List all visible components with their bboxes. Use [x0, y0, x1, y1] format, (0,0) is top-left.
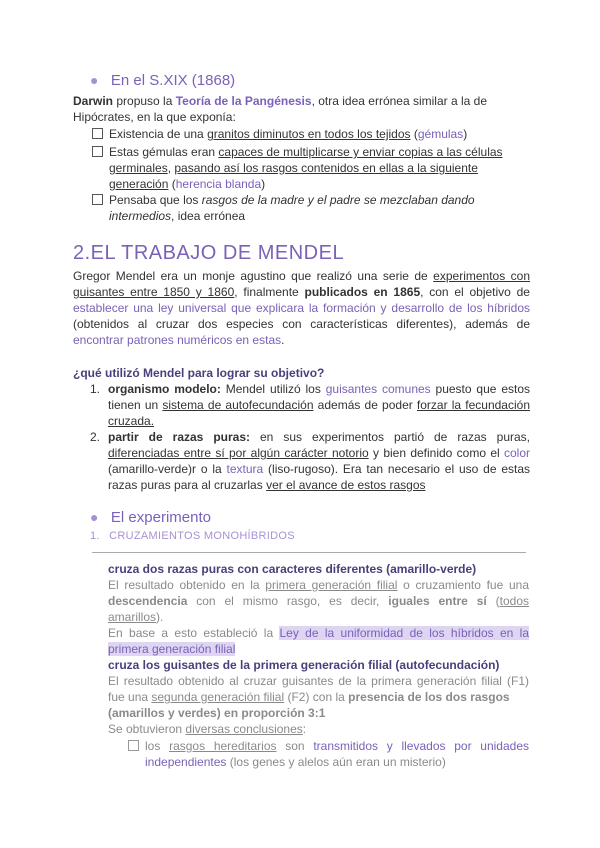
conclusion-item: [128, 738, 529, 770]
intro-text: propuso la: [113, 94, 176, 108]
p-text: El resultado obtenido al cruzar guisantes de la primera generación filial (F1): [108, 674, 529, 688]
p-text: guisantes entre 1850 y 1860: [73, 285, 235, 299]
intro-text: Hipócrates, en la que exponía:: [73, 110, 236, 124]
p-text: publicados en 1865: [304, 285, 421, 299]
list-text: puesto que estos: [430, 382, 531, 396]
item-text: pasando así los rasgos contenidos en ellas a la siguiente: [174, 161, 478, 175]
p-text: presencia de los dos rasgos: [348, 690, 510, 704]
p-text: ).: [156, 610, 164, 624]
list-text: forzar la fecundación: [416, 398, 530, 412]
section1-item: [92, 192, 532, 224]
p-text: primera generación filial: [265, 578, 398, 592]
item-text: generación: [109, 177, 169, 191]
item-text: germinales: [109, 161, 168, 175]
item-text: ): [463, 127, 468, 141]
p-text: encontrar patrones numéricos en estas: [73, 333, 282, 347]
p-text: (amarillos y verdes) en proporción 3:1: [108, 706, 326, 720]
list-number: 2.: [90, 430, 101, 444]
item-text: Existencia de una: [109, 127, 208, 141]
list-text: tienen un: [108, 398, 163, 412]
list-item-2: [90, 429, 530, 493]
item-text: (: [410, 127, 418, 141]
checkbox-icon: [92, 146, 103, 157]
item-text: Pensaba que los: [109, 193, 202, 207]
subsection-heading: [90, 530, 295, 542]
intro-text: , otra idea errónea similar a la de: [311, 94, 488, 108]
section1-item: [92, 126, 532, 142]
item-text: (los genes y alelos aún eran un misterio): [226, 755, 446, 769]
list-text: partir de razas puras:: [108, 430, 250, 444]
divider: [92, 552, 526, 553]
p-text: (obtenidos al cruzar dos especies con características diferentes), además de: [73, 317, 530, 331]
p-text: con el mismo rasgo, es decir,: [187, 594, 389, 608]
p-text: En base a esto estableció la: [108, 626, 280, 640]
theory-name: Teoría de la Pangénesis: [175, 94, 312, 108]
list-text: y bien definido como el: [368, 446, 504, 460]
section1-heading: En el S.XIX (1868): [110, 72, 236, 89]
checkbox-icon: [128, 740, 139, 751]
list-item-1: [90, 381, 530, 429]
item-text: son: [276, 739, 314, 753]
item-text: independientes: [145, 755, 227, 769]
item-text: intermedios: [109, 209, 172, 223]
p-text: segunda generación filial: [151, 690, 285, 704]
section3-heading: El experimento: [110, 509, 211, 526]
p-text: El resultado obtenido en la: [108, 578, 266, 592]
list-number: 1.: [90, 382, 101, 396]
list-text: diferenciadas entre sí por algún carácter notorio: [108, 446, 369, 460]
p-text: , finalmente: [234, 285, 305, 299]
item-text: granitos diminutos en todos los tejidos: [207, 127, 411, 141]
item-text: rasgos de la madre y el padre se mezclaban dando: [201, 193, 475, 207]
bullet-icon: ●: [90, 72, 99, 88]
experiment-paragraph-3: [108, 673, 529, 721]
p-text: descendencia: [108, 594, 188, 608]
list-text: guisantes comunes: [325, 382, 431, 396]
experiment-paragraph-4: [108, 721, 306, 737]
list-text: además de poder: [313, 398, 417, 412]
section1-item: [92, 144, 532, 192]
p-text: (: [486, 594, 500, 608]
p-text: .: [281, 333, 285, 347]
list-text: cruzada.: [108, 414, 155, 428]
section3-heading-row: [90, 509, 211, 527]
item-text: (: [168, 177, 176, 191]
p-text: o cruzamiento fue una: [397, 578, 529, 592]
item-text: , idea errónea: [171, 209, 246, 223]
experiment-heading-1: cruza dos razas puras con caracteres diferentes (amarillo-verde): [108, 562, 477, 576]
item-text: transmitidos y llevados por unidades: [313, 739, 529, 753]
p-text: Gregor Mendel era un monje agustino que realizó una serie de: [73, 269, 434, 283]
p-text: (F2) con la: [284, 690, 349, 704]
sub-heading-text: CRUZAMIENTOS MONOHÍBRIDOS: [109, 530, 295, 542]
p-text: Se obtuvieron: [108, 722, 186, 736]
item-text: capaces de multiplicarse y enviar copias a las células: [218, 145, 503, 159]
p-text: , con el objetivo de: [420, 285, 530, 299]
list-text: (amarillo-verde)r o la: [108, 462, 227, 476]
list-text: color: [503, 446, 530, 460]
item-text: Estas gémulas eran: [109, 145, 219, 159]
section2-paragraph: [73, 268, 530, 348]
p-text: establecer una ley universal que explicara la formación y desarrollo de los híbridos: [73, 301, 530, 315]
experiment-paragraph-2: [108, 625, 529, 657]
item-text: ): [261, 177, 266, 191]
item-text: gémulas: [417, 127, 464, 141]
section1-heading-row: [90, 72, 235, 90]
list-text: ver el avance de estos rasgos: [266, 478, 426, 492]
p-text: experimentos con: [433, 269, 531, 283]
item-text: los: [145, 739, 170, 753]
p-text: diversas conclusiones: [185, 722, 303, 736]
p-text: amarillos: [108, 610, 157, 624]
p-text: :: [302, 722, 307, 736]
sub-number: 1.: [90, 530, 100, 542]
p-text: todos: [499, 594, 529, 608]
list-text: razas puras para al cruzarlas: [108, 478, 267, 492]
list-text: en sus experimentos partió de razas puras,: [250, 430, 530, 444]
highlight-text: primera generación filial: [108, 642, 236, 656]
list-text: (liso-rugoso). Era tan necesario el uso de estas: [263, 462, 531, 476]
highlight-text: Ley de la uniformidad de los híbridos en la: [279, 626, 529, 640]
list-text: sistema de autofecundación: [162, 398, 314, 412]
checkbox-icon: [92, 128, 103, 139]
section1-intro: [73, 93, 533, 125]
bullet-icon: ●: [90, 509, 99, 525]
section2-heading: 2.EL TRABAJO DE MENDEL: [73, 242, 345, 264]
checkbox-icon: [92, 194, 103, 205]
item-text: ,: [167, 161, 175, 175]
experiment-paragraph-1: [108, 577, 529, 625]
darwin-name: Darwin: [73, 94, 114, 108]
p-text: iguales entre sí: [388, 594, 487, 608]
question-heading: ¿qué utilizó Mendel para lograr su objetivo?: [73, 366, 325, 380]
list-text: Mendel utilizó los: [220, 382, 326, 396]
list-text: textura: [226, 462, 264, 476]
list-text: organismo modelo:: [108, 382, 221, 396]
p-text: fue una: [108, 690, 152, 704]
item-text: rasgos hereditarios: [169, 739, 277, 753]
experiment-heading-2: cruza los guisantes de la primera generación filial (autofecundación): [108, 658, 500, 672]
item-text: herencia blanda: [175, 177, 262, 191]
